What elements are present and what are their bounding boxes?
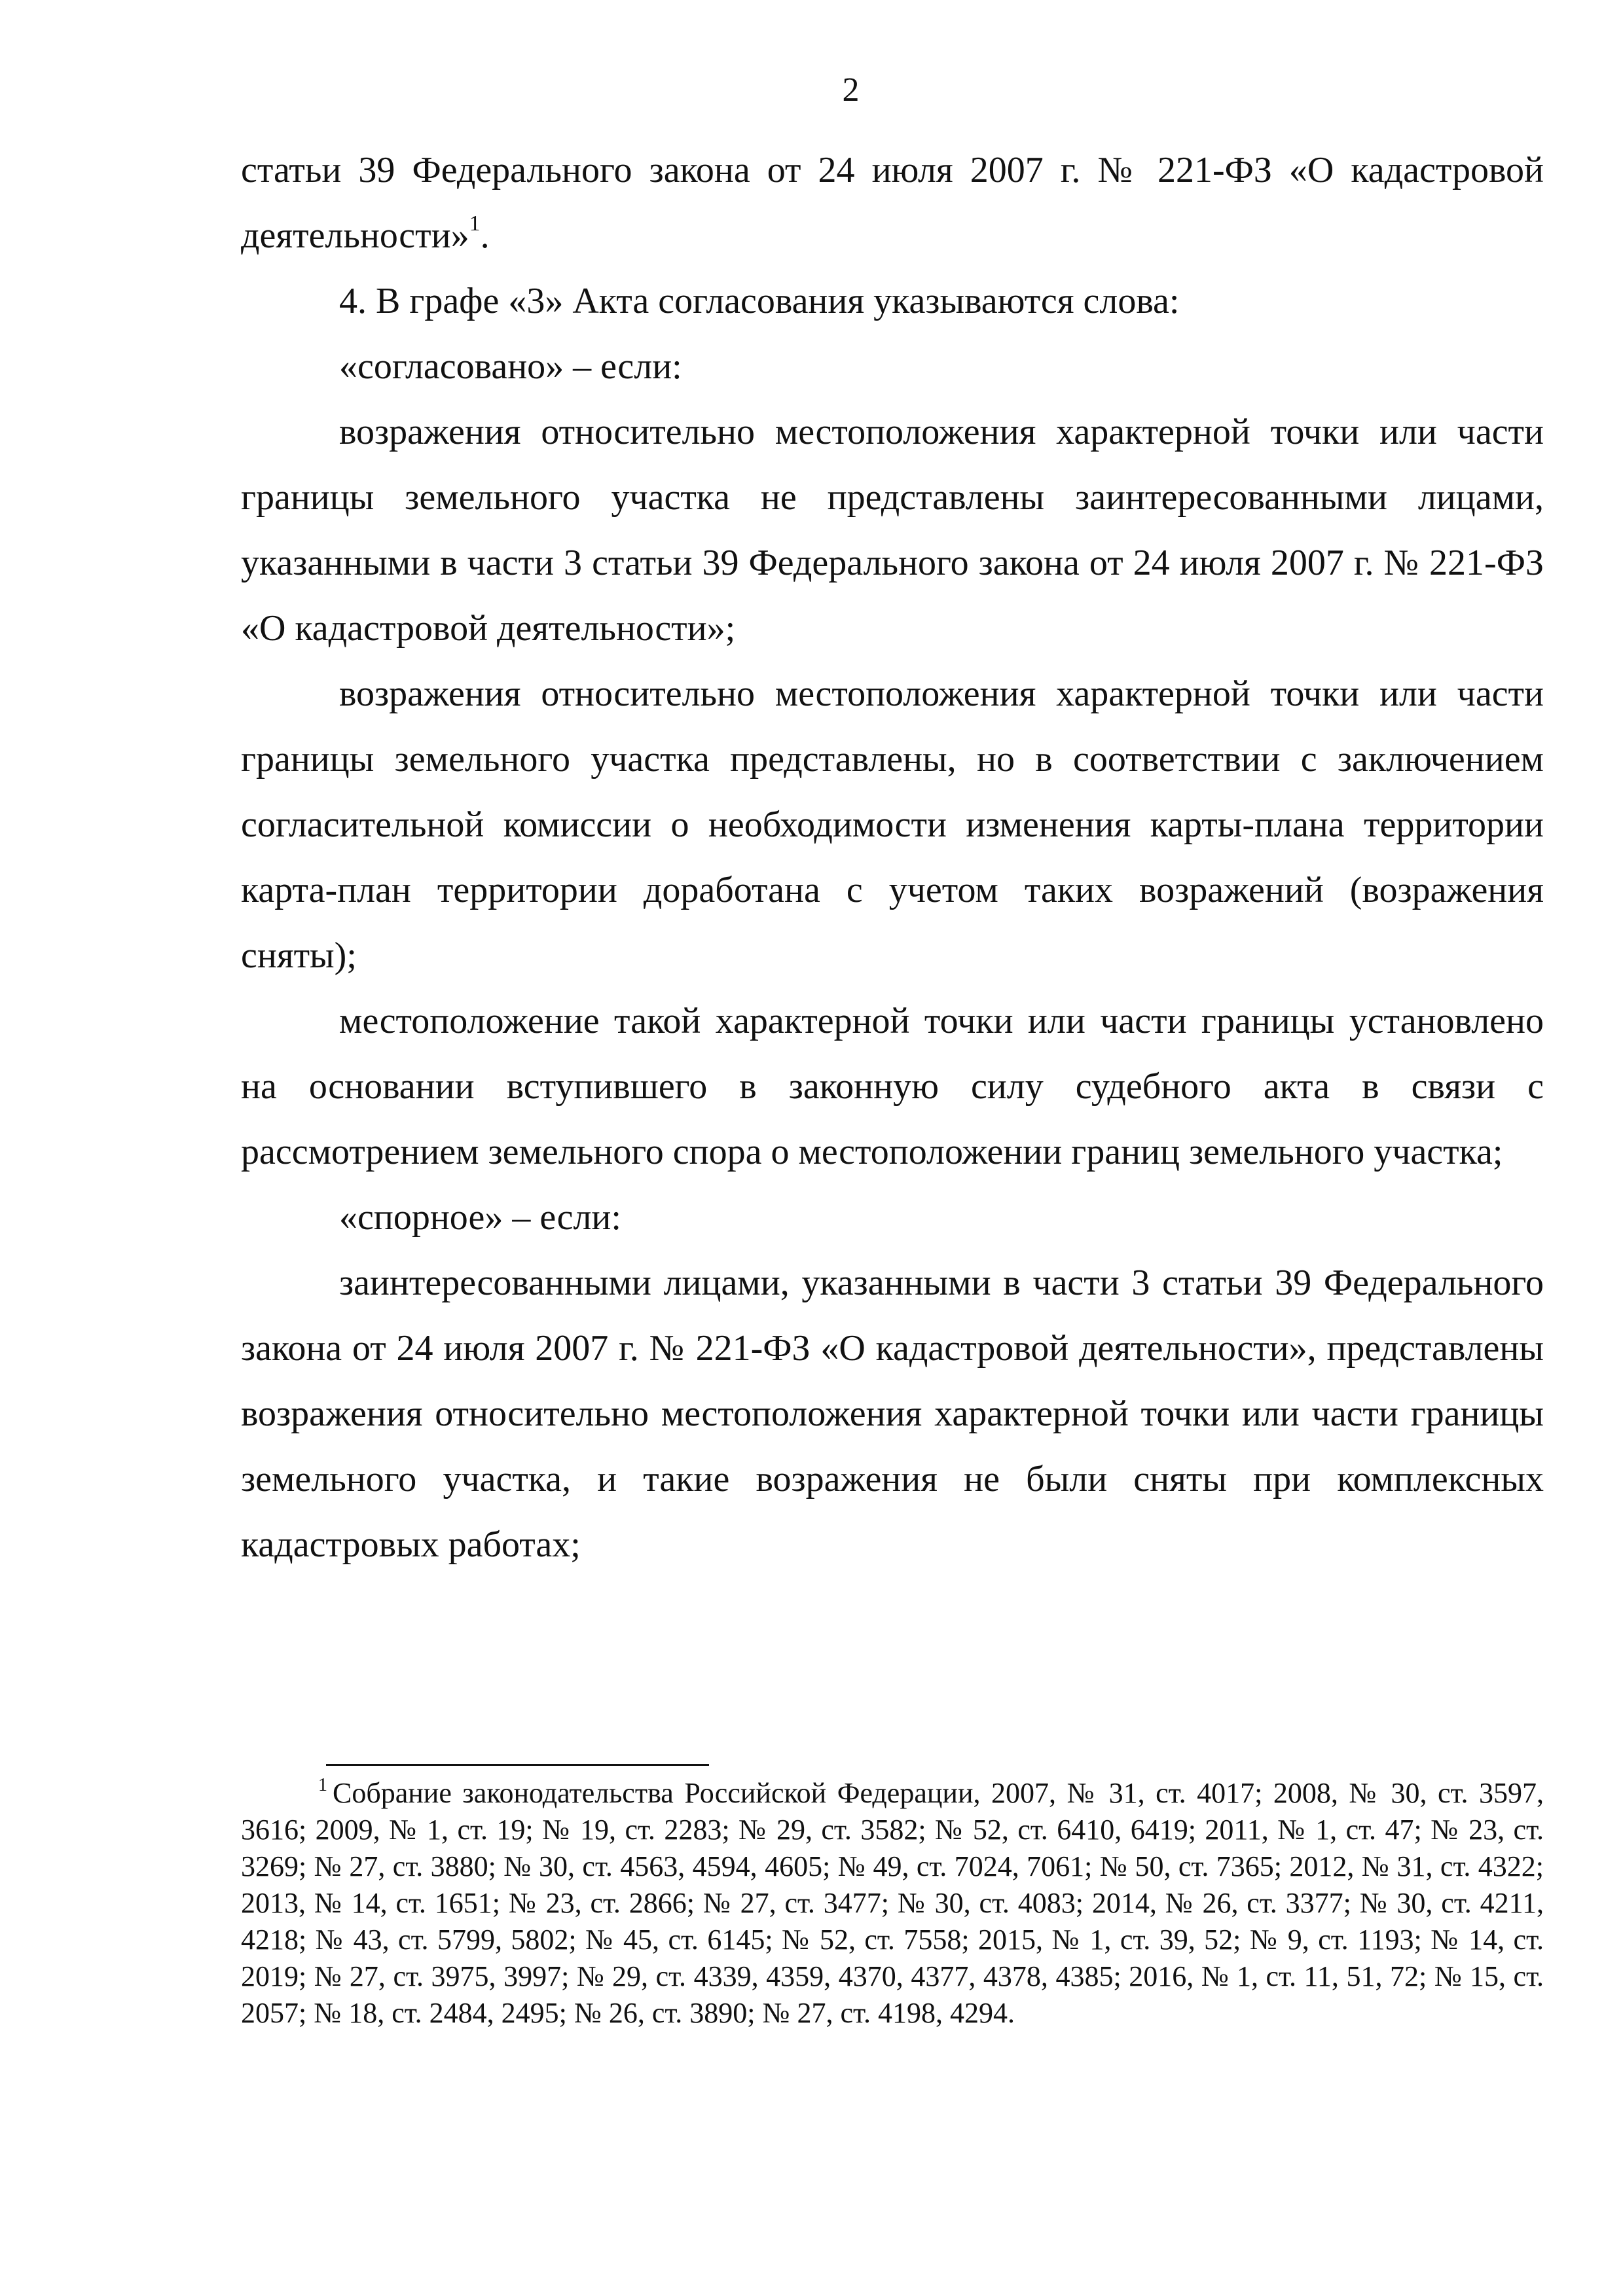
paragraph-item-4: 4. В графе «3» Акта согласования указываются слова: [339, 281, 1180, 321]
paragraph-text: статьи 39 Федерального закона от 24 июля 2007 г. № 221-ФЗ «О кадастровой деятельности» [241, 150, 1544, 256]
paragraph-agreed-condition-1: возражения относительно местоположения характерной точки или части границы земельного участка не представлены заинтересованными лицами, указанными в части 3 статьи 39 Федерального закона от 24 июля 2007 г. № 221-ФЗ «О кадастровой деятельности»; [241, 412, 1544, 649]
paragraph-agreed-condition-3: местоположение такой характерной точки или части границы установлено на основании вступившего в законную силу судебного акта в связи с рассмотрением земельного спора о местоположении границ земельного участка; [241, 1001, 1544, 1172]
footnote-mark: 1 [318, 1775, 327, 1795]
paragraph-end-punctuation: . [480, 215, 490, 256]
footnote-text: Собрание законодательства Российской Федерации, 2007, № 31, ст. 4017; 2008, № 30, ст. 3597, 3616; 2009, № 1, ст. 19; № 19, ст. 2283; № 29, ст. 3582; № 52, ст. 6410, 6419; 2011, № 1, ст. 47; № 23, ст. 3269; № 27, ст. 3880; № 30, ст. 4563, 4594, 4605; № 49, ст. 7024, 7061; № 50, ст. 7365; 2012, № 31, ст. 4322; 2013, № 14, ст. 1651; № 23, ст. 2866; № 27, ст. 3477; № 30, ст. 4083; 2014, № 26, ст. 3377; № 30, ст. 4211, 4218; № 43, ст. 5799, 5802; № 45, ст. 6145; № 52, ст. 7558; 2015, № 1, ст. 39, 52; № 9, ст. 1193; № 14, ст. 2019; № 27, ст. 3975, 3997; № 29, ст. 4339, 4359, 4370, 4377, 4378, 4385; 2016, № 1, ст. 11, 51, 72; № 15, ст. 2057; № 18, ст. 2484, 2495; № 26, ст. 3890; № 27, ст. 4198, 4294. [241, 1777, 1544, 2029]
paragraph-agreed-condition-2: возражения относительно местоположения характерной точки или части границы земельного участка представлены, но в соответствии с заключением согласительной комиссии о необходимости изменения карты-плана территории карта-план территории доработана с учетом таких возражений (возражения сняты); [241, 673, 1544, 976]
footnote-separator [326, 1764, 709, 1766]
paragraph-continuation [241, 137, 1544, 268]
paragraph-disputed-condition: заинтересованными лицами, указанными в части 3 статьи 39 Федерального закона от 24 июля 2007 г. № 221-ФЗ «О кадастровой деятельности», представлены возражения относительно местоположения характерной точки или части границы земельного участка, и такие возражения не были сняты при комплексных кадастровых работах; [241, 1263, 1544, 1565]
footnote-reference: 1 [469, 211, 481, 236]
paragraph-disputed-heading: «спорное» – если: [339, 1197, 621, 1238]
footnote [241, 1775, 1544, 2032]
page-number: 2 [842, 71, 860, 109]
body-text [241, 137, 1544, 1577]
paragraph-agreed-heading: «согласовано» – если: [339, 346, 682, 387]
